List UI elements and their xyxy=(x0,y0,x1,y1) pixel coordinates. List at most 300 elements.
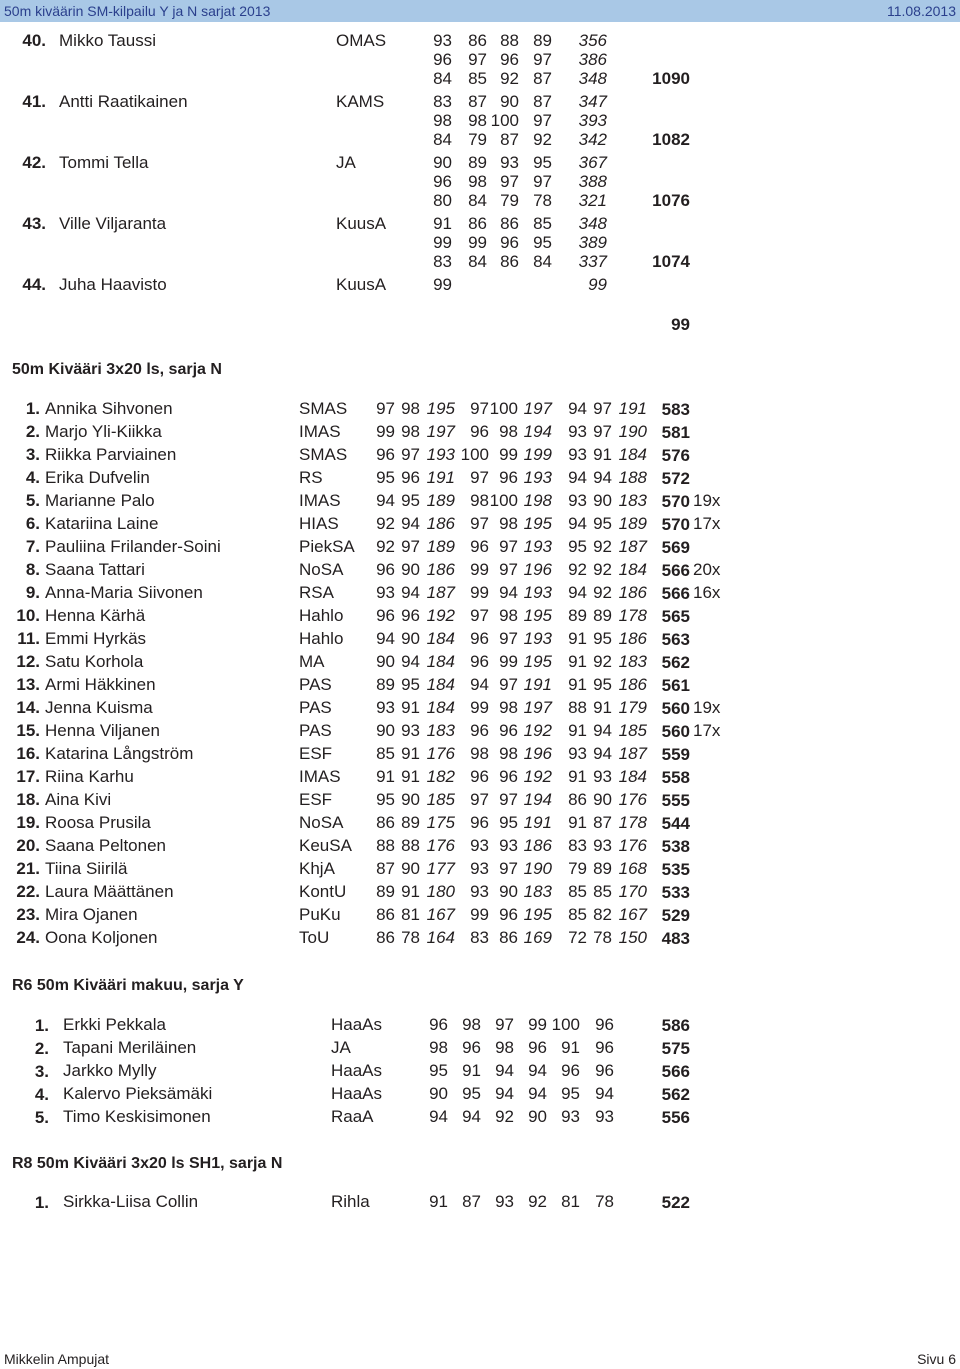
athlete-name: Jarkko Mylly xyxy=(63,1061,157,1080)
rank: 5. xyxy=(25,491,40,510)
series-score: 100 xyxy=(489,399,518,418)
series-score: 91 xyxy=(401,882,420,901)
series-score: 87 xyxy=(500,130,519,149)
final-total: 561 xyxy=(661,676,690,695)
rank: 5. xyxy=(34,1108,49,1127)
club: PAS xyxy=(299,675,332,694)
series-score: 99 xyxy=(499,445,518,464)
section-title-n: 50m Kivääri 3x20 ls, sarja N xyxy=(12,361,222,378)
series-score: 93 xyxy=(470,836,489,855)
position-total: 186 xyxy=(523,836,552,855)
series-score: 83 xyxy=(433,252,452,271)
round-total: 321 xyxy=(578,191,607,210)
series-score: 96 xyxy=(376,560,395,579)
rank: 7. xyxy=(25,537,40,556)
position-total: 178 xyxy=(618,813,647,832)
series-score: 78 xyxy=(401,928,420,947)
athlete-name: Erika Dufvelin xyxy=(45,468,150,487)
round-total: 342 xyxy=(578,130,607,149)
position-total: 176 xyxy=(618,836,647,855)
rank: 4. xyxy=(34,1085,49,1104)
position-total: 184 xyxy=(426,652,455,671)
series-score: 100 xyxy=(551,1015,580,1034)
footer-club: Mikkelin Ampujat xyxy=(4,1351,110,1367)
final-total: 99 xyxy=(671,315,690,334)
series-score: 94 xyxy=(568,468,587,487)
series-score: 86 xyxy=(499,928,518,947)
athlete-name: Juha Haavisto xyxy=(59,275,167,294)
series-score: 94 xyxy=(595,1084,614,1103)
series-score: 92 xyxy=(593,583,612,602)
series-score: 97 xyxy=(499,560,518,579)
rank: 2. xyxy=(34,1039,49,1058)
final-total: 1082 xyxy=(652,130,690,149)
rank: 16. xyxy=(16,744,40,763)
club: RS xyxy=(299,468,323,487)
athlete-name: Erkki Pekkala xyxy=(63,1015,166,1034)
position-total: 183 xyxy=(523,882,552,901)
series-score: 91 xyxy=(593,698,612,717)
series-score: 99 xyxy=(499,652,518,671)
series-score: 84 xyxy=(433,130,452,149)
position-total: 192 xyxy=(523,721,552,740)
series-score: 79 xyxy=(468,130,487,149)
series-score: 96 xyxy=(470,813,489,832)
series-score: 97 xyxy=(499,629,518,648)
round-total: 348 xyxy=(578,214,607,233)
rank: 14. xyxy=(16,698,40,717)
athlete-name: Mira Ojanen xyxy=(45,905,138,924)
series-score: 99 xyxy=(470,698,489,717)
position-total: 186 xyxy=(618,675,647,694)
series-score: 96 xyxy=(462,1038,481,1057)
athlete-name: Emmi Hyrkäs xyxy=(45,629,147,648)
athlete-name: Riikka Parviainen xyxy=(45,445,177,464)
position-total: 189 xyxy=(426,491,455,510)
club: HIAS xyxy=(299,514,339,533)
club: JA xyxy=(336,153,356,172)
series-score: 85 xyxy=(568,882,587,901)
position-total: 179 xyxy=(618,698,647,717)
position-total: 188 xyxy=(618,468,647,487)
position-total: 184 xyxy=(618,767,647,786)
series-score: 92 xyxy=(376,514,395,533)
series-score: 97 xyxy=(470,468,489,487)
section-title-r8: R8 50m Kivääri 3x20 ls SH1, sarja N xyxy=(12,1155,283,1172)
athlete-name: Roosa Prusila xyxy=(45,813,151,832)
position-total: 186 xyxy=(426,560,455,579)
series-score: 97 xyxy=(499,675,518,694)
series-score: 95 xyxy=(376,468,395,487)
series-score: 81 xyxy=(401,905,420,924)
club: PiekSA xyxy=(299,537,355,556)
club: SMAS xyxy=(299,445,348,464)
rank: 18. xyxy=(16,790,40,809)
series-score: 85 xyxy=(376,744,395,763)
series-score: 97 xyxy=(401,445,420,464)
rank: 43. xyxy=(22,214,46,233)
round-total: 99 xyxy=(588,275,607,294)
series-score: 91 xyxy=(433,214,452,233)
series-score: 88 xyxy=(500,31,519,50)
series-score: 88 xyxy=(401,836,420,855)
athlete-name: Marjo Yli-Kiikka xyxy=(45,422,162,441)
series-score: 93 xyxy=(568,445,587,464)
series-score: 91 xyxy=(568,767,587,786)
rank: 4. xyxy=(25,468,40,487)
final-total: 483 xyxy=(661,929,690,948)
inner-tens: 20x xyxy=(693,560,721,579)
position-total: 185 xyxy=(618,721,647,740)
position-total: 186 xyxy=(618,583,647,602)
series-score: 95 xyxy=(568,537,587,556)
position-total: 180 xyxy=(426,882,455,901)
series-score: 96 xyxy=(499,468,518,487)
final-total: 556 xyxy=(661,1108,690,1127)
series-score: 96 xyxy=(595,1061,614,1080)
series-score: 96 xyxy=(528,1038,547,1057)
rank: 2. xyxy=(25,422,40,441)
series-score: 89 xyxy=(593,606,612,625)
series-score: 90 xyxy=(429,1084,448,1103)
series-score: 96 xyxy=(561,1061,580,1080)
athlete-name: Katariina Laine xyxy=(45,514,159,533)
final-total: 533 xyxy=(661,883,690,902)
series-score: 90 xyxy=(401,629,420,648)
final-total: 562 xyxy=(661,1085,690,1104)
series-score: 95 xyxy=(499,813,518,832)
round-total: 337 xyxy=(578,252,607,271)
final-total: 535 xyxy=(661,860,690,879)
rank: 42. xyxy=(22,153,46,172)
series-score: 93 xyxy=(500,153,519,172)
series-score: 91 xyxy=(568,629,587,648)
rank: 1. xyxy=(34,1193,49,1212)
series-score: 84 xyxy=(468,252,487,271)
series-score: 97 xyxy=(376,399,395,418)
page-header xyxy=(0,0,960,22)
series-score: 82 xyxy=(593,905,612,924)
series-score: 83 xyxy=(568,836,587,855)
series-score: 94 xyxy=(568,583,587,602)
series-score: 87 xyxy=(533,69,552,88)
athlete-name: Oona Koljonen xyxy=(45,928,158,947)
inner-tens: 17x xyxy=(693,721,721,740)
position-total: 197 xyxy=(426,422,455,441)
position-total: 196 xyxy=(523,744,552,763)
series-score: 97 xyxy=(593,422,612,441)
series-score: 94 xyxy=(376,629,395,648)
series-score: 96 xyxy=(470,537,489,556)
series-score: 96 xyxy=(499,721,518,740)
athlete-name: Riina Karhu xyxy=(45,767,134,786)
final-total: 555 xyxy=(661,791,690,810)
series-score: 93 xyxy=(433,31,452,50)
position-total: 184 xyxy=(426,629,455,648)
athlete-name: Henna Viljanen xyxy=(45,721,160,740)
athlete-name: Timo Keskisimonen xyxy=(63,1107,211,1126)
series-score: 85 xyxy=(593,882,612,901)
position-total: 184 xyxy=(426,698,455,717)
series-score: 94 xyxy=(401,652,420,671)
position-total: 190 xyxy=(618,422,647,441)
series-score: 86 xyxy=(376,928,395,947)
final-total: 559 xyxy=(661,745,690,764)
position-total: 169 xyxy=(523,928,552,947)
series-score: 98 xyxy=(462,1015,481,1034)
series-score: 94 xyxy=(593,744,612,763)
series-score: 97 xyxy=(499,859,518,878)
final-total: 566 xyxy=(661,1062,690,1081)
series-score: 93 xyxy=(568,491,587,510)
series-score: 97 xyxy=(533,111,552,130)
series-score: 92 xyxy=(593,560,612,579)
club: Rihla xyxy=(331,1192,370,1211)
series-score: 96 xyxy=(401,468,420,487)
athlete-name: Tiina Siirilä xyxy=(45,859,128,878)
series-score: 92 xyxy=(500,69,519,88)
series-score: 87 xyxy=(593,813,612,832)
series-score: 96 xyxy=(429,1015,448,1034)
series-score: 94 xyxy=(401,514,420,533)
rank: 15. xyxy=(16,721,40,740)
rank: 1. xyxy=(25,399,40,418)
final-total: 544 xyxy=(661,814,690,833)
rank: 12. xyxy=(16,652,40,671)
series-score: 97 xyxy=(401,537,420,556)
final-total: 563 xyxy=(661,630,690,649)
series-score: 93 xyxy=(376,698,395,717)
series-score: 94 xyxy=(593,468,612,487)
rank: 23. xyxy=(16,905,40,924)
series-score: 97 xyxy=(468,50,487,69)
series-score: 98 xyxy=(401,422,420,441)
position-total: 193 xyxy=(523,468,552,487)
round-total: 388 xyxy=(578,172,607,191)
club: HaaAs xyxy=(331,1084,383,1103)
series-score: 99 xyxy=(376,422,395,441)
position-total: 183 xyxy=(618,652,647,671)
position-total: 167 xyxy=(618,905,647,924)
club: ToU xyxy=(299,928,330,947)
position-total: 194 xyxy=(523,422,552,441)
series-score: 95 xyxy=(533,153,552,172)
inner-tens: 16x xyxy=(693,583,721,602)
club: SMAS xyxy=(299,399,348,418)
series-score: 94 xyxy=(401,583,420,602)
series-score: 78 xyxy=(593,928,612,947)
series-score: 92 xyxy=(568,560,587,579)
position-total: 191 xyxy=(523,675,552,694)
series-score: 98 xyxy=(470,491,489,510)
athlete-name: Mikko Taussi xyxy=(59,31,156,50)
athlete-name: Henna Kärhä xyxy=(45,606,146,625)
position-total: 191 xyxy=(426,468,455,487)
series-score: 91 xyxy=(568,675,587,694)
round-total: 348 xyxy=(578,69,607,88)
series-score: 95 xyxy=(593,629,612,648)
position-total: 195 xyxy=(523,652,552,671)
final-total: 529 xyxy=(661,906,690,925)
position-total: 195 xyxy=(523,606,552,625)
position-total: 178 xyxy=(618,606,647,625)
header-title: 50m kiväärin SM-kilpailu Y ja N sarjat 2013 xyxy=(4,3,271,19)
series-score: 94 xyxy=(495,1084,514,1103)
rank: 20. xyxy=(16,836,40,855)
series-score: 97 xyxy=(500,172,519,191)
series-score: 90 xyxy=(376,652,395,671)
inner-tens: 19x xyxy=(693,698,721,717)
round-total: 386 xyxy=(578,50,607,69)
position-total: 193 xyxy=(523,629,552,648)
series-score: 97 xyxy=(533,50,552,69)
series-score: 86 xyxy=(500,252,519,271)
series-score: 96 xyxy=(470,767,489,786)
series-score: 95 xyxy=(401,675,420,694)
series-score: 89 xyxy=(568,606,587,625)
series-score: 94 xyxy=(429,1107,448,1126)
series-score: 98 xyxy=(470,744,489,763)
club: IMAS xyxy=(299,422,341,441)
final-total: 572 xyxy=(661,469,690,488)
athlete-name: Satu Korhola xyxy=(45,652,144,671)
position-total: 189 xyxy=(618,514,647,533)
series-score: 92 xyxy=(528,1192,547,1211)
series-score: 84 xyxy=(433,69,452,88)
series-score: 84 xyxy=(468,191,487,210)
series-score: 87 xyxy=(468,92,487,111)
rank: 44. xyxy=(22,275,46,294)
series-score: 91 xyxy=(462,1061,481,1080)
final-total: 1076 xyxy=(652,191,690,210)
series-score: 98 xyxy=(499,514,518,533)
series-score: 87 xyxy=(376,859,395,878)
position-total: 170 xyxy=(618,882,647,901)
series-score: 93 xyxy=(495,1192,514,1211)
series-score: 96 xyxy=(470,721,489,740)
rank: 11. xyxy=(17,629,40,648)
athlete-name: Aina Kivi xyxy=(45,790,112,809)
position-total: 197 xyxy=(523,399,552,418)
athlete-name: Kalervo Pieksämäki xyxy=(63,1084,213,1103)
series-score: 96 xyxy=(500,50,519,69)
series-score: 93 xyxy=(401,721,420,740)
series-score: 91 xyxy=(568,721,587,740)
final-total: 522 xyxy=(661,1193,690,1212)
position-total: 193 xyxy=(523,537,552,556)
series-score: 86 xyxy=(568,790,587,809)
position-total: 176 xyxy=(426,744,455,763)
club: PAS xyxy=(299,721,332,740)
series-score: 97 xyxy=(533,172,552,191)
club: IMAS xyxy=(299,767,341,786)
athlete-name: Laura Määttänen xyxy=(45,882,174,901)
rank: 13. xyxy=(16,675,40,694)
series-score: 93 xyxy=(470,882,489,901)
rank: 10. xyxy=(16,606,40,625)
series-score: 93 xyxy=(593,836,612,855)
series-score: 98 xyxy=(499,606,518,625)
footer-page: Sivu 6 xyxy=(917,1351,956,1367)
series-score: 93 xyxy=(568,744,587,763)
athlete-name: Antti Raatikainen xyxy=(59,92,188,111)
club: NoSA xyxy=(299,560,344,579)
position-total: 185 xyxy=(426,790,455,809)
position-total: 184 xyxy=(618,445,647,464)
series-score: 98 xyxy=(468,172,487,191)
series-score: 95 xyxy=(401,491,420,510)
series-score: 94 xyxy=(495,1061,514,1080)
series-score: 90 xyxy=(401,790,420,809)
series-score: 96 xyxy=(499,767,518,786)
series-score: 83 xyxy=(433,92,452,111)
series-score: 89 xyxy=(593,859,612,878)
final-total: 562 xyxy=(661,653,690,672)
series-score: 90 xyxy=(499,882,518,901)
position-total: 189 xyxy=(426,537,455,556)
series-score: 86 xyxy=(376,905,395,924)
rank: 40. xyxy=(22,31,46,50)
series-score: 89 xyxy=(401,813,420,832)
series-score: 93 xyxy=(593,767,612,786)
rank: 19. xyxy=(16,813,40,832)
series-score: 89 xyxy=(376,675,395,694)
series-score: 72 xyxy=(568,928,587,947)
final-total: 570 xyxy=(661,492,690,511)
athlete-name: Marianne Palo xyxy=(45,491,155,510)
series-score: 98 xyxy=(499,422,518,441)
club: KhjA xyxy=(299,859,335,878)
position-total: 195 xyxy=(426,399,455,418)
series-score: 96 xyxy=(499,905,518,924)
round-total: 367 xyxy=(578,153,607,172)
rank: 41. xyxy=(22,92,46,111)
series-score: 95 xyxy=(462,1084,481,1103)
series-score: 92 xyxy=(593,537,612,556)
series-score: 100 xyxy=(460,445,489,464)
series-score: 95 xyxy=(429,1061,448,1080)
position-total: 192 xyxy=(426,606,455,625)
series-score: 97 xyxy=(470,790,489,809)
position-total: 167 xyxy=(426,905,455,924)
series-score: 91 xyxy=(401,744,420,763)
series-score: 93 xyxy=(595,1107,614,1126)
series-score: 94 xyxy=(376,491,395,510)
position-total: 168 xyxy=(618,859,647,878)
position-total: 190 xyxy=(523,859,552,878)
position-total: 182 xyxy=(426,767,455,786)
position-total: 198 xyxy=(523,491,552,510)
position-total: 184 xyxy=(426,675,455,694)
position-total: 186 xyxy=(618,629,647,648)
page-footer xyxy=(0,1347,960,1369)
series-score: 93 xyxy=(499,836,518,855)
position-total: 191 xyxy=(523,813,552,832)
position-total: 195 xyxy=(523,514,552,533)
athlete-name: Ville Viljaranta xyxy=(59,214,167,233)
club: PuKu xyxy=(299,905,341,924)
athlete-name: Armi Häkkinen xyxy=(45,675,156,694)
series-score: 100 xyxy=(489,491,518,510)
series-score: 93 xyxy=(568,422,587,441)
series-score: 94 xyxy=(462,1107,481,1126)
position-total: 192 xyxy=(523,767,552,786)
inner-tens: 17x xyxy=(693,514,721,533)
series-score: 90 xyxy=(376,721,395,740)
final-total: 586 xyxy=(661,1016,690,1035)
club: RaaA xyxy=(331,1107,374,1126)
series-score: 86 xyxy=(500,214,519,233)
